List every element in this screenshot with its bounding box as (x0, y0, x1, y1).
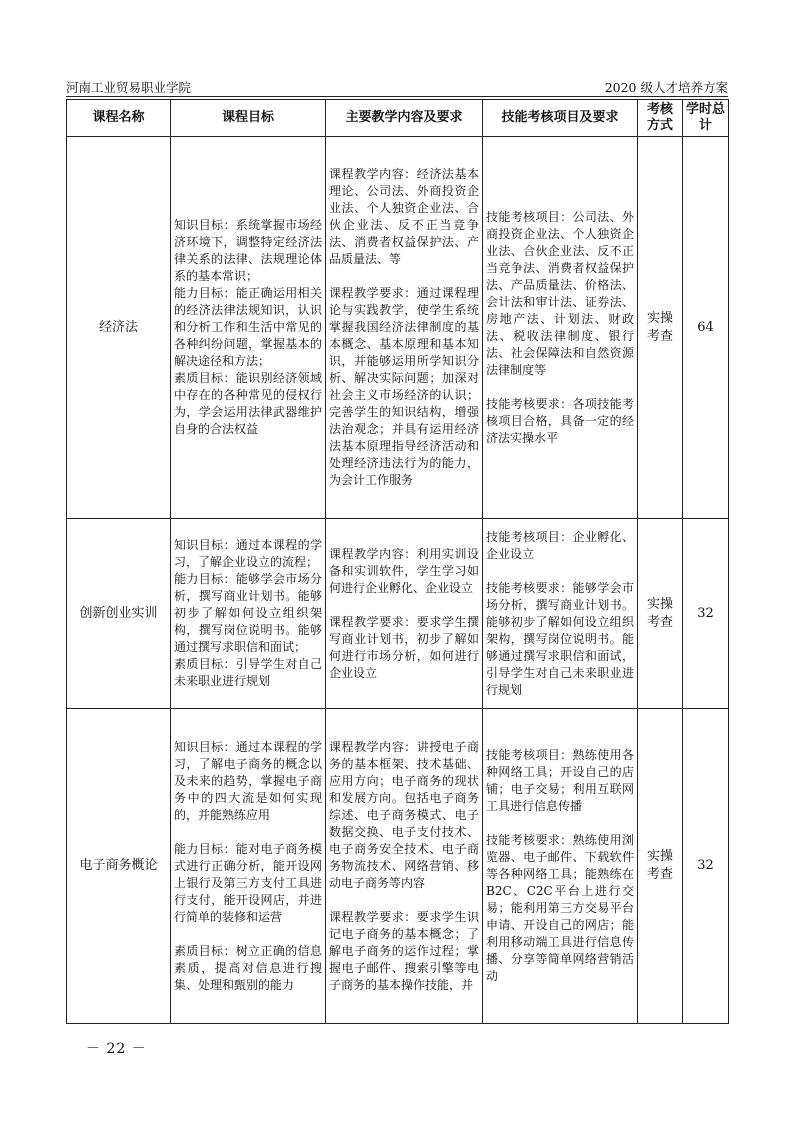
quality-goal: 素质目标：能识别经济领域中存在的各种常见的侵权行为，学会运用法律武器维护自身的合法权益 (174, 371, 322, 436)
assessment-method: 实操考查 (638, 137, 683, 519)
quality-goal: 素质目标：引导学生对自己未来职业进行规划 (174, 657, 322, 688)
school-name: 河南工业贸易职业学院 (66, 80, 192, 95)
skill-requirements: 技能考核要求：熟练使用浏览器、电子邮件、下载软件等各种网络工具；能熟练在B2C、C2C平台上进行交易；能利用第三方交易平台申请、开设自己的网店；能利用移动端工具进行信息传播、分享等简单网络营销活动 (486, 833, 634, 983)
teaching-content: 课程教学内容：讲授电子商务的基本框架、技术基础、应用方向；电子商务的现状和发展方向。包括电子商务综述、电子商务模式、电子数据交换、电子支付技术、电子商务安全技术、电子商务物流技术、网络营销、移动电子商务等内容 (329, 739, 479, 890)
total-hours: 64 (683, 137, 729, 519)
skill-assessment (483, 519, 638, 709)
skill-assessment (483, 709, 638, 1024)
skill-items: 技能考核项目：公司法、外商投资企业法、个人独资企业法、合伙企业法、反不正当竞争法、消费者权益保护法、产品质量法、价格法、会计法和审计法、证券法、房地产法、计划法、财政法、税收法律制度、银行法、社会保障法和自然资源法律制度等 (486, 209, 634, 377)
knowledge-goal: 知识目标：系统掌握市场经济环境下，调整特定经济法律关系的法律、法规理论体系的基本常识； (174, 218, 322, 283)
header-total-hours: 学时总计 (683, 100, 729, 137)
table-row (67, 709, 729, 1024)
total-hours: 32 (683, 709, 729, 1024)
page-number: － 22 － (86, 1041, 147, 1057)
header-course-goals: 课程目标 (171, 100, 326, 137)
ability-goal: 能力目标：能对电子商务模式进行正确分析，能开设网上银行及第三方支付工具进行支付，能开设网店，并进行简单的装修和运营 (174, 841, 322, 924)
table-header-row (67, 100, 729, 137)
teaching-requirements: 课程教学要求：通过课程理论与实践教学，使学生系统掌握我国经济法律制度的基本概念、基本原理和基本知识，并能够运用所学知识分析、解决实际问题；加深对社会主义市场经济的认识；完善学生的知识结构，增强法治观念；并具有运用经济法基本原理指导经济活动和处理经济违法行为的能力，为会计工作服务 (329, 286, 479, 487)
header-rule (66, 96, 728, 97)
ability-goal: 能力目标：能够学会市场分析，撰写商业计划书。能够初步了解如何设立组织架构，撰写岗位说明书。能够通过撰写求职信和面试； (174, 572, 322, 654)
course-goals (171, 709, 326, 1024)
course-goals (171, 519, 326, 709)
course-content (326, 519, 483, 709)
teaching-content: 课程教学内容：经济法基本理论、公司法、外商投资企业法、个人独资企业法、合伙企业法、反不正当竞争法、消费者权益保护法、产品质量法、等 (329, 167, 479, 266)
course-content (326, 137, 483, 519)
teaching-content: 课程教学内容：利用实训设备和实训软件，学生学习如何进行企业孵化、企业设立 (329, 546, 479, 595)
assessment-method: 实操考查 (638, 709, 683, 1024)
knowledge-goal: 知识目标：通过本课程的学习，了解企业设立的流程； (174, 538, 322, 569)
document-title: 2020 级人才培养方案 (604, 80, 728, 95)
table-row (67, 519, 729, 709)
table-row (67, 137, 729, 519)
skill-assessment (483, 137, 638, 519)
assessment-method: 实操考查 (638, 519, 683, 709)
header-main-content: 主要教学内容及要求 (326, 100, 483, 137)
skill-requirements: 技能考核要求：各项技能考核项目合格，具备一定的经济法实操水平 (486, 396, 634, 445)
course-goals (171, 137, 326, 519)
header-assessment-method: 考核方式 (638, 100, 683, 137)
ability-goal: 能力目标：能正确运用相关的经济法律法规知识，认识和分析工作和生活中常见的各种纠纷问题，掌握基本的解决途径和方法； (174, 286, 322, 368)
header-skill-assessment: 技能考核项目及要求 (483, 100, 638, 137)
teaching-requirements: 课程教学要求：要求学生撰写商业计划书，初步了解如何进行市场分析，如何进行企业设立 (329, 614, 479, 680)
teaching-requirements: 课程教学要求：要求学生识记电子商务的基本概念；了解电子商务的运作过程；掌握电子邮件、搜索引擎等电子商务的基本操作技能，并 (329, 909, 479, 992)
quality-goal: 素质目标：树立正确的信息素质，提高对信息进行搜集、处理和甄别的能力 (174, 943, 322, 992)
knowledge-goal: 知识目标：通过本课程的学习，了解电子商务的概念以及未来的趋势，掌握电子商务中的四大流是如何实现的，并能熟练应用 (174, 739, 322, 822)
header-course-name: 课程名称 (67, 100, 171, 137)
total-hours: 32 (683, 519, 729, 709)
course-name: 电子商务概论 (67, 709, 171, 1024)
course-table (66, 99, 729, 1024)
skill-items: 技能考核项目：企业孵化、企业设立 (486, 529, 634, 561)
skill-requirements: 技能考核要求：能够学会市场分析，撰写商业计划书。能够初步了解如何设立组织架构，撰写岗位说明书。能够通过撰写求职信和面试，引导学生对自己未来职业进行规划 (486, 580, 634, 697)
skill-items: 技能考核项目：熟练使用各种网络工具；开设自己的店铺；电子交易；利用互联网工具进行信息传播 (486, 748, 634, 813)
course-content (326, 709, 483, 1024)
course-name: 创新创业实训 (67, 519, 171, 709)
course-name: 经济法 (67, 137, 171, 519)
